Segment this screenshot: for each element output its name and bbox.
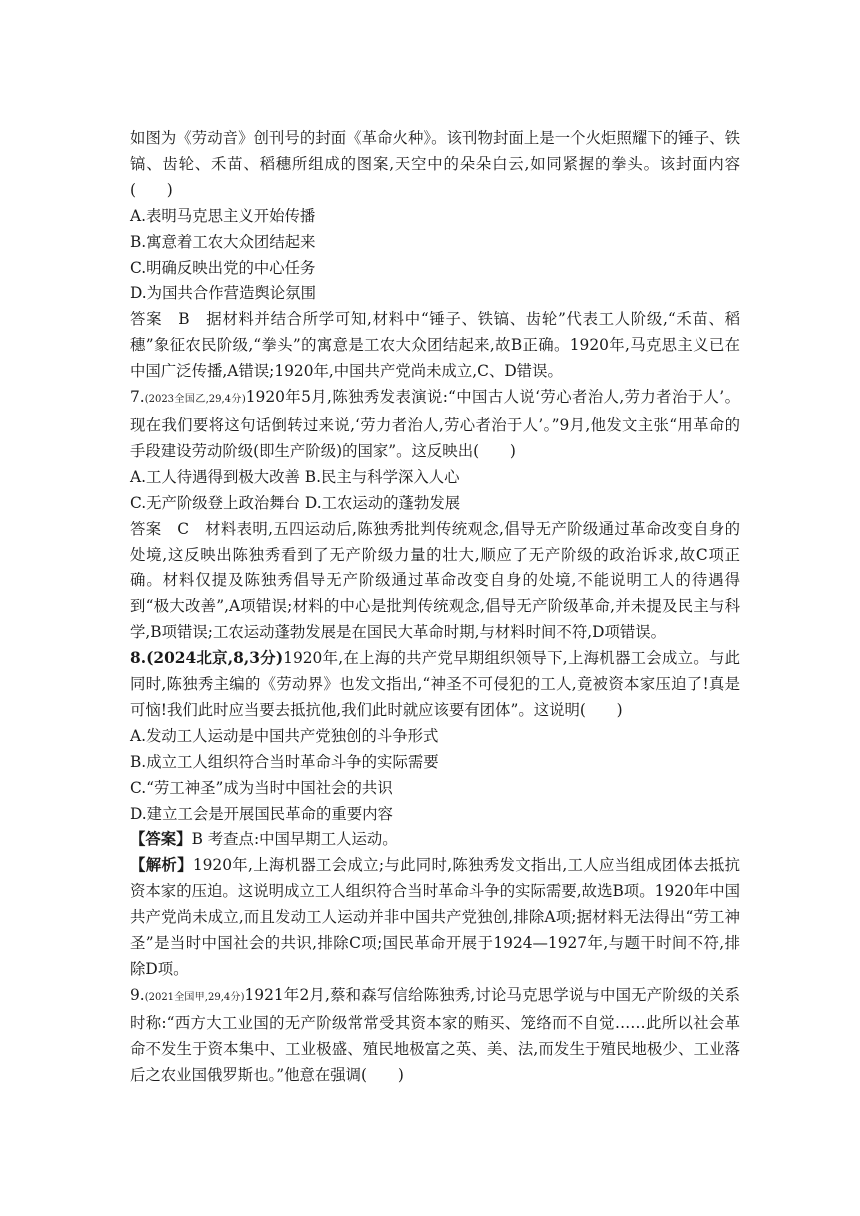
question-7-source: (2023全国乙,29,4分) <box>144 394 246 406</box>
question-7 <box>130 385 740 465</box>
question-6-option-d: D.为国共合作营造舆论氛围 <box>130 284 316 303</box>
question-7-number: 7. <box>130 388 145 407</box>
question-6-option-c: C.明确反映出党的中心任务 <box>130 258 316 277</box>
question-6-answer: 答案 B 据材料并结合所学可知,材料中“锤子、铁镐、齿轮”代表工人阶级,“禾苗、稻穗”象征农民阶级,“拳头”的寓意是工农大众团结起来,故B正确。1920年,马克思主义已在中国广泛传播,A错误;1920年,中国共产党尚未成立,C、D错误。 <box>130 310 740 381</box>
question-9 <box>130 983 740 1089</box>
question-8-number: 8. <box>130 649 147 668</box>
question-7-stem: 1920年5月,陈独秀发表演说:“中国古人说‘劳心者治人,劳力者治于人’。现在我们要将这句话倒转过来说,‘劳力者治人,劳心者治于人’。”9月,他发文主张“用革命的手段建设劳动阶级(即生产阶级)的国家”。这反映出( ) <box>130 388 740 460</box>
question-8 <box>130 646 740 724</box>
question-9-source: (2021全国甲,29,4分) <box>144 991 245 1003</box>
question-7-options-cd: C.无产阶级登上政治舞台 D.工农运动的蓬勃发展 <box>130 493 461 512</box>
question-8-analysis <box>130 853 740 983</box>
analysis-text: 1920年,上海机器工会成立;与此同时,陈独秀发文指出,工人应当组成团体去抵抗资本家的压迫。这说明成立工人组织符合当时革命斗争的实际需要,故选B项。1920年中国共产党尚未成立,而且发动工人运动并非中国共产党独创,排除A项;据材料无法得出“劳工神圣”是当时中国社会的共识,排除C项;国民革命开展于1924—1927年,与题干时间不符,排除D项。 <box>130 856 741 978</box>
answer-label: 【答案】 <box>130 830 192 849</box>
question-6-option-a: A.表明马克思主义开始传播 <box>130 206 316 225</box>
answer-text: B 考查点:中国早期工人运动。 <box>191 830 398 849</box>
question-9-number: 9. <box>130 985 145 1004</box>
question-8-option-d: D.建立工会是开展国民革命的重要内容 <box>130 804 393 823</box>
question-8-source: (2024北京,8,3分) <box>146 649 284 668</box>
question-7-answer: 答案 C 材料表明,五四运动后,陈独秀批判传统观念,倡导无产阶级通过革命改变自身的处境,这反映出陈独秀看到了无产阶级力量的壮大,顺应了无产阶级的政治诉求,故C项正确。材料仅提及陈独秀倡导无产阶级通过革命改变自身的处境,不能说明工人的待遇得到“极大改善”,A项错误;材料的中心是批判传统观念,倡导无产阶级革命,并未提及民主与科学,B项错误;工农运动蓬勃发展是在国民大革命时期,与材料时间不符,D项错误。 <box>130 519 740 642</box>
document-page <box>130 126 740 1089</box>
question-6-option-b: B.寓意着工农大众团结起来 <box>130 232 316 251</box>
question-8-option-b: B.成立工人组织符合当时革命斗争的实际需要 <box>130 752 439 771</box>
question-6-stem: 如图为《劳动音》创刊号的封面《革命火种》。该刊物封面上是一个火炬照耀下的锤子、铁镐、齿轮、禾苗、稻穗所组成的图案,天空中的朵朵白云,如同紧握的拳头。该封面内容( ) <box>130 129 740 199</box>
question-7-options-ab: A.工人待遇得到极大改善 B.民主与科学深入人心 <box>130 467 460 486</box>
question-9-stem: 1921年2月,蔡和森写信给陈独秀,讨论马克思学说与中国无产阶级的关系时称:“西方大工业国的无产阶级常常受其资本家的贿买、笼络而不自觉……此所以社会革命不发生于资本集中、工业极盛、殖民地极富之英、美、法,而发生于殖民地极少、工业落后之农业国俄罗斯也。”他意在强调( ) <box>130 985 740 1084</box>
analysis-label: 【解析】 <box>130 856 193 875</box>
question-8-option-c: C.“劳工神圣”成为当时中国社会的共识 <box>130 778 393 797</box>
question-8-option-a: A.发动工人运动是中国共产党独创的斗争形式 <box>130 726 439 745</box>
question-8-stem: 1920年,在上海的共产党早期组织领导下,上海机器工会成立。与此同时,陈独秀主编的《劳动界》也发文指出,“神圣不可侵犯的工人,竟被资本家压迫了!真是可恼!我们此时应当要去抵抗他,我们此时就应该要有团体”。这说明( ) <box>130 649 740 719</box>
question-8-answer <box>130 827 740 853</box>
